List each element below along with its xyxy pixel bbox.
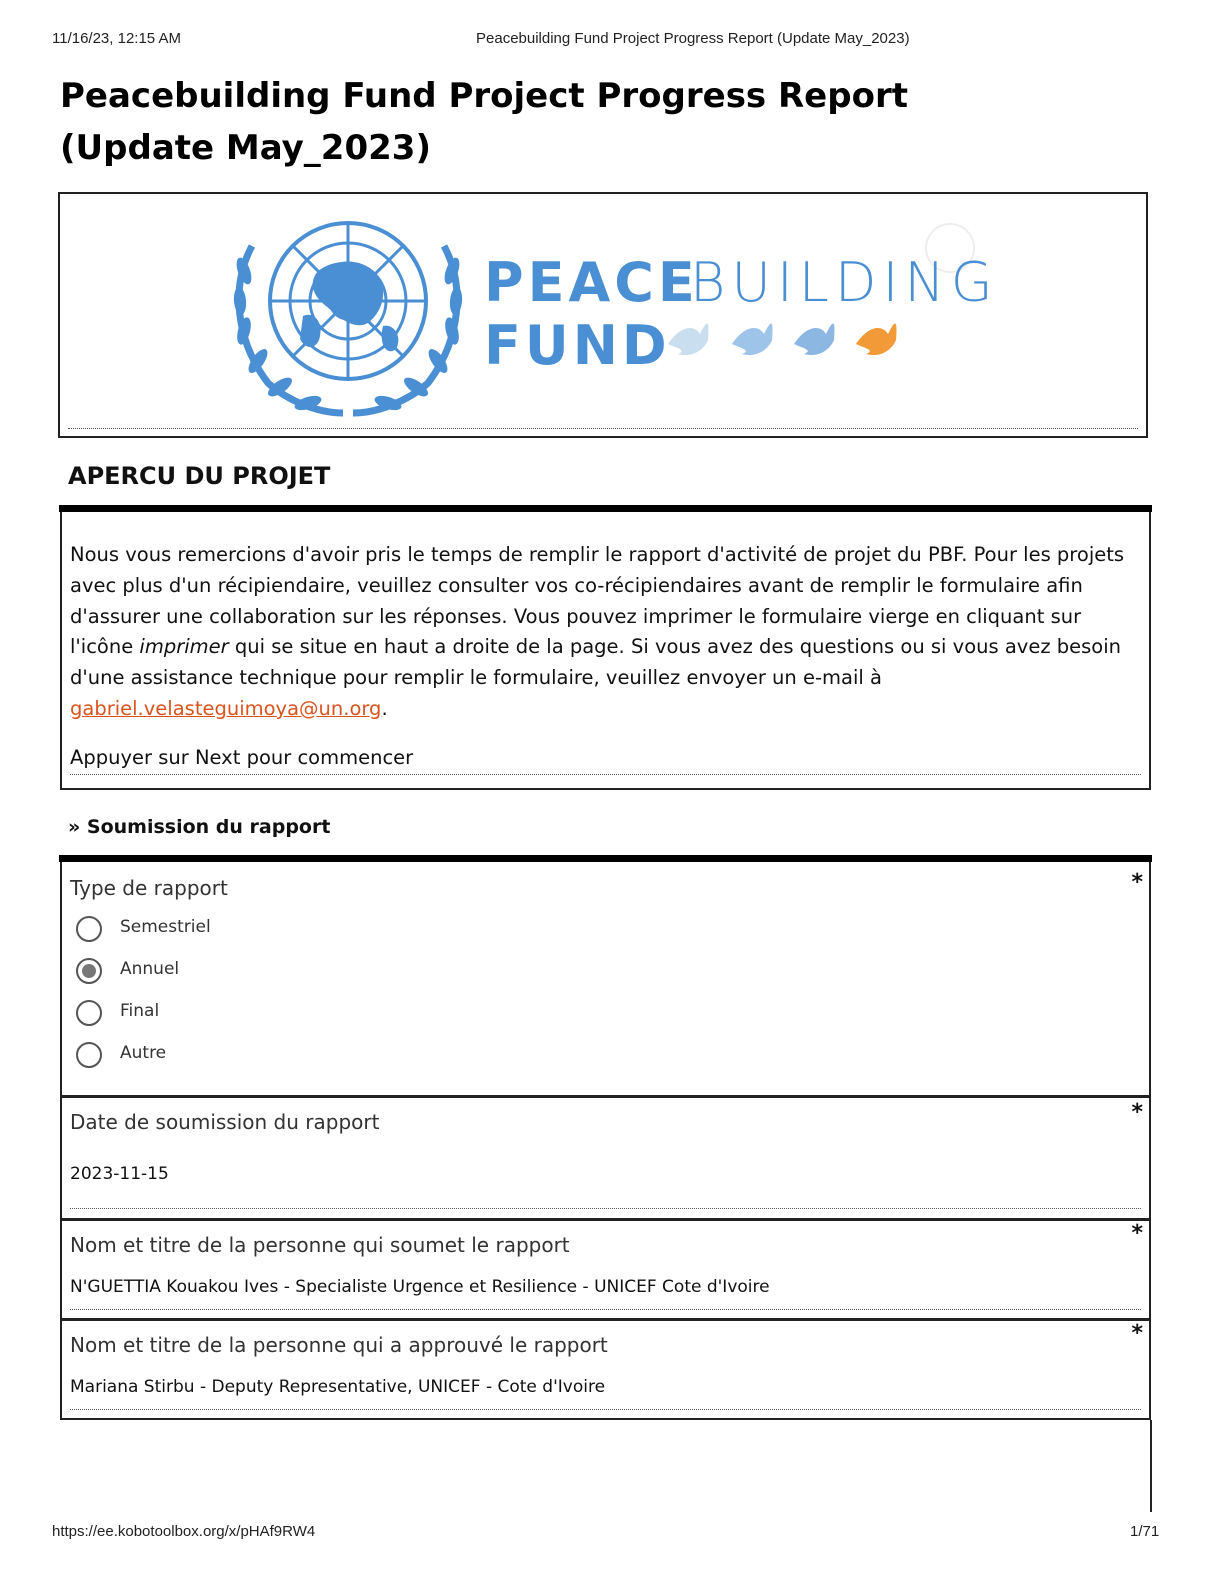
question-label: Nom et titre de la personne qui soumet le rapport: [70, 1233, 570, 1257]
divider: [70, 1208, 1141, 1209]
date-field[interactable]: 2023-11-15: [70, 1164, 169, 1184]
un-emblem: [60, 194, 1150, 424]
question-submission-date: [60, 1097, 1151, 1220]
print-word: imprimer: [139, 635, 229, 659]
support-email-link[interactable]: gabriel.velasteguimoya@un.org: [70, 696, 382, 720]
required-mark: *: [1131, 1321, 1143, 1346]
approver-field[interactable]: Mariana Stirbu - Deputy Representative, UNICEF - Cote d'Ivoire: [70, 1377, 606, 1397]
radio-icon[interactable]: [76, 1042, 102, 1068]
question-label: Date de soumission du rapport: [70, 1110, 380, 1134]
divider: [70, 1409, 1141, 1410]
option-label: Semestriel: [120, 917, 211, 937]
page-number: 1/71: [1130, 1523, 1160, 1540]
logo-word-peace: PEACE: [484, 251, 699, 314]
option-label: Autre: [120, 1043, 167, 1063]
required-mark: *: [1131, 870, 1143, 895]
question-approver: [60, 1320, 1151, 1420]
option-label: Annuel: [120, 959, 180, 979]
form-edge-line: [1150, 1420, 1152, 1512]
question-submitter: [60, 1220, 1151, 1320]
submitter-field[interactable]: N'GUETTIA Kouakou Ives - Specialiste Urgence et Resilience - UNICEF Cote d'Ivoire: [70, 1277, 770, 1297]
section-rule: [59, 505, 1152, 512]
group-rule: [59, 855, 1152, 862]
radio-icon[interactable]: [76, 916, 102, 942]
intro-text: Nous vous remercions d'avoir pris le temps de remplir le rapport d'activité de projet du PBF. Pour les projets avec plus d'un récipiendaire, veuillez consulter vos co-récipiendaires avant de remplir le formulaire afin d'assurer une collaboration sur les réponses. Vous pouvez imprimer le formulaire vierge en cliquant sur l'icône imprimer qui se situe en haut a droite de la page. Si vous avez des questions ou si vous avez besoin d'une assistance technique pour remplir le formulaire, veuillez envoyer un e-mail à gabriel.velasteguimoya@un.org.: [70, 543, 1125, 720]
divider: [70, 1309, 1141, 1310]
logo-container: [58, 192, 1148, 438]
divider: [68, 428, 1138, 429]
required-mark: *: [1131, 1221, 1143, 1246]
page-title: Peacebuilding Fund Project Progress Report (Update May_2023): [60, 76, 908, 168]
divider: [70, 774, 1141, 775]
group-title: » Soumission du rapport: [68, 816, 331, 838]
radio-icon[interactable]: [76, 1000, 102, 1026]
print-header-title: Peacebuilding Fund Project Progress Report (Update May_2023): [476, 30, 910, 47]
print-url: https://ee.kobotoolbox.org/x/pHAf9RW4: [52, 1523, 316, 1540]
logo-word-building: BUILDING: [690, 251, 999, 314]
radio-checked-icon[interactable]: [76, 958, 102, 984]
section-title: APERCU DU PROJET: [68, 462, 331, 490]
dove-icon: [668, 324, 897, 356]
required-mark: *: [1131, 1100, 1143, 1125]
start-instruction: Appuyer sur Next pour commencer: [70, 746, 414, 769]
print-datetime: 11/16/23, 12:15 AM: [52, 30, 181, 47]
logo-word-fund: FUND: [484, 314, 671, 377]
intro-note: [60, 512, 1151, 790]
option-label: Final: [120, 1001, 160, 1021]
question-label: Type de rapport: [70, 876, 228, 900]
question-label: Nom et titre de la personne qui a approuvé le rapport: [70, 1333, 608, 1357]
question-report-type: [60, 862, 1151, 1097]
